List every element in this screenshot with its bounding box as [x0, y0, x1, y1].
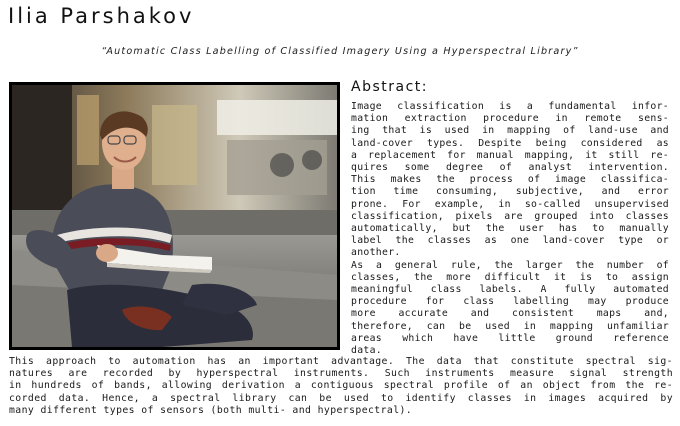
abstract-heading: Abstract: — [351, 79, 428, 95]
abstract-line: more accurate and consistent maps and, — [351, 308, 669, 320]
abstract-side-text — [351, 101, 669, 357]
abstract-line: procedure for class labelling may produce — [351, 296, 669, 308]
abstract-line: another. — [351, 247, 401, 259]
abstract-line: As a general rule, the larger the number of — [351, 259, 669, 271]
abstract-line: prone. For example, in so-called unsupervised — [351, 198, 669, 210]
abstract-line: classes, the more difficult it is to assign — [351, 271, 669, 283]
abstract-line: quires some degree of analyst intervention. — [351, 162, 669, 174]
abstract-line: land-cover types. Despite being considered as — [351, 137, 669, 149]
abstract-line: therefore, can be used in mapping unfamiliar — [351, 320, 669, 332]
abstract-line: corded data. Hence, a spectral library can be used to identify classes in images acquired by — [9, 392, 673, 404]
abstract-line: data. — [351, 345, 382, 357]
abstract-line: natures are recorded by hyperspectral instruments. Such instruments measure signal strength — [9, 368, 673, 380]
abstract-line: ing that is used in mapping of land-use and — [351, 125, 669, 137]
abstract-line: This approach to automation has an important advantage. The data that constitute spectral sig- — [9, 356, 673, 367]
author-photo — [9, 82, 340, 350]
abstract-line: in hundreds of bands, allowing derivation a contiguous spectral profile of an object from the re- — [9, 380, 673, 392]
abstract-line: a replacement for manual mapping, it still re- — [351, 149, 669, 161]
abstract-line: tion time consuming, subjective, and error — [351, 186, 669, 198]
abstract-line: mation extraction procedure in remote sens- — [351, 113, 669, 125]
abstract-line: areas which have little ground reference — [351, 332, 669, 344]
abstract-line: classification, pixels are grouped into classes — [351, 210, 669, 222]
author-name: Ilia Parshakov — [8, 4, 195, 28]
abstract-line: many different types of sensors (both multi- and hyperspectral). — [9, 404, 413, 416]
thesis-title: “Automatic Class Labelling of Classified Imagery Using a Hyperspectral Library” — [101, 46, 579, 57]
abstract-line: Image classification is a fundamental infor- — [351, 101, 669, 112]
abstract-line: automatically, but the user has to manually — [351, 223, 669, 235]
portrait-photo-icon — [12, 85, 337, 347]
abstract-full-width-text — [9, 356, 673, 417]
abstract-line: meaningful class labels. A fully automated — [351, 284, 669, 296]
abstract-line: label the classes as one land-cover type or — [351, 235, 669, 247]
abstract-line: This makes the process of image classifica- — [351, 174, 669, 186]
